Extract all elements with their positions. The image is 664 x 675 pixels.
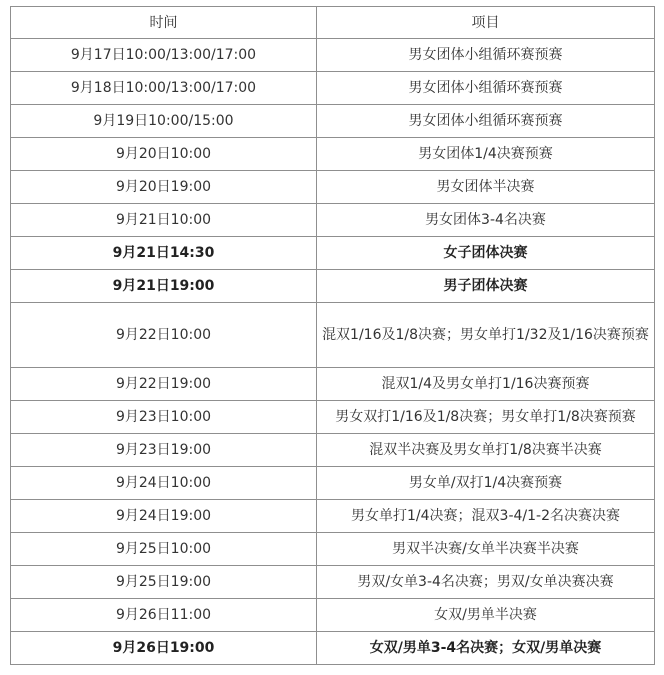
- event-cell: 男女团体小组循环赛预赛: [317, 105, 655, 138]
- time-cell: 9月17日10:00/13:00/17:00: [11, 39, 317, 72]
- event-cell: 男女团体3-4名决赛: [317, 204, 655, 237]
- event-cell: 男双/女单3-4名决赛；男双/女单决赛决赛: [317, 566, 655, 599]
- time-cell: 9月26日19:00: [11, 632, 317, 665]
- table-row-highlight: [11, 270, 655, 303]
- column-header-event: 项目: [317, 7, 655, 39]
- event-cell: 男女双打1/16及1/8决赛；男女单打1/8决赛预赛: [317, 401, 655, 434]
- table-row: [11, 599, 655, 632]
- table-row: [11, 72, 655, 105]
- event-cell: 混双半决赛及男女单打1/8决赛半决赛: [317, 434, 655, 467]
- table-body: [11, 39, 655, 665]
- schedule-table: [10, 6, 655, 665]
- time-cell: 9月21日14:30: [11, 237, 317, 270]
- event-cell: 男女团体半决赛: [317, 171, 655, 204]
- time-cell: 9月23日10:00: [11, 401, 317, 434]
- table-header: [11, 7, 655, 39]
- event-cell: 男双半决赛/女单半决赛半决赛: [317, 533, 655, 566]
- time-cell: 9月20日10:00: [11, 138, 317, 171]
- table-row: [11, 204, 655, 237]
- time-cell: 9月25日19:00: [11, 566, 317, 599]
- time-cell: 9月25日10:00: [11, 533, 317, 566]
- table-row: [11, 533, 655, 566]
- time-cell: 9月22日10:00: [11, 303, 317, 368]
- time-cell: 9月21日19:00: [11, 270, 317, 303]
- table-row: [11, 303, 655, 368]
- event-cell: 女双/男单半决赛: [317, 599, 655, 632]
- event-cell: 男女团体小组循环赛预赛: [317, 39, 655, 72]
- table-row: [11, 566, 655, 599]
- time-cell: 9月26日11:00: [11, 599, 317, 632]
- table-row: [11, 39, 655, 72]
- event-cell: 男子团体决赛: [317, 270, 655, 303]
- table-row: [11, 467, 655, 500]
- time-cell: 9月20日19:00: [11, 171, 317, 204]
- table-row-highlight: [11, 632, 655, 665]
- time-cell: 9月21日10:00: [11, 204, 317, 237]
- table-row: [11, 500, 655, 533]
- time-cell: 9月19日10:00/15:00: [11, 105, 317, 138]
- event-cell: 混双1/4及男女单打1/16决赛预赛: [317, 368, 655, 401]
- event-cell: 男女团体1/4决赛预赛: [317, 138, 655, 171]
- table-row: [11, 171, 655, 204]
- table-row: [11, 434, 655, 467]
- table-row: [11, 401, 655, 434]
- column-header-time: 时间: [11, 7, 317, 39]
- event-cell: 女子团体决赛: [317, 237, 655, 270]
- event-cell: 男女单/双打1/4决赛预赛: [317, 467, 655, 500]
- header-row: [11, 7, 655, 39]
- time-cell: 9月18日10:00/13:00/17:00: [11, 72, 317, 105]
- event-cell: 男女单打1/4决赛；混双3-4/1-2名决赛决赛: [317, 500, 655, 533]
- time-cell: 9月24日19:00: [11, 500, 317, 533]
- table-row: [11, 105, 655, 138]
- event-cell: 混双1/16及1/8决赛；男女单打1/32及1/16决赛预赛: [317, 303, 655, 368]
- table-row: [11, 138, 655, 171]
- time-cell: 9月24日10:00: [11, 467, 317, 500]
- table-row-highlight: [11, 237, 655, 270]
- time-cell: 9月22日19:00: [11, 368, 317, 401]
- event-cell: 男女团体小组循环赛预赛: [317, 72, 655, 105]
- table-row: [11, 368, 655, 401]
- time-cell: 9月23日19:00: [11, 434, 317, 467]
- event-cell: 女双/男单3-4名决赛；女双/男单决赛: [317, 632, 655, 665]
